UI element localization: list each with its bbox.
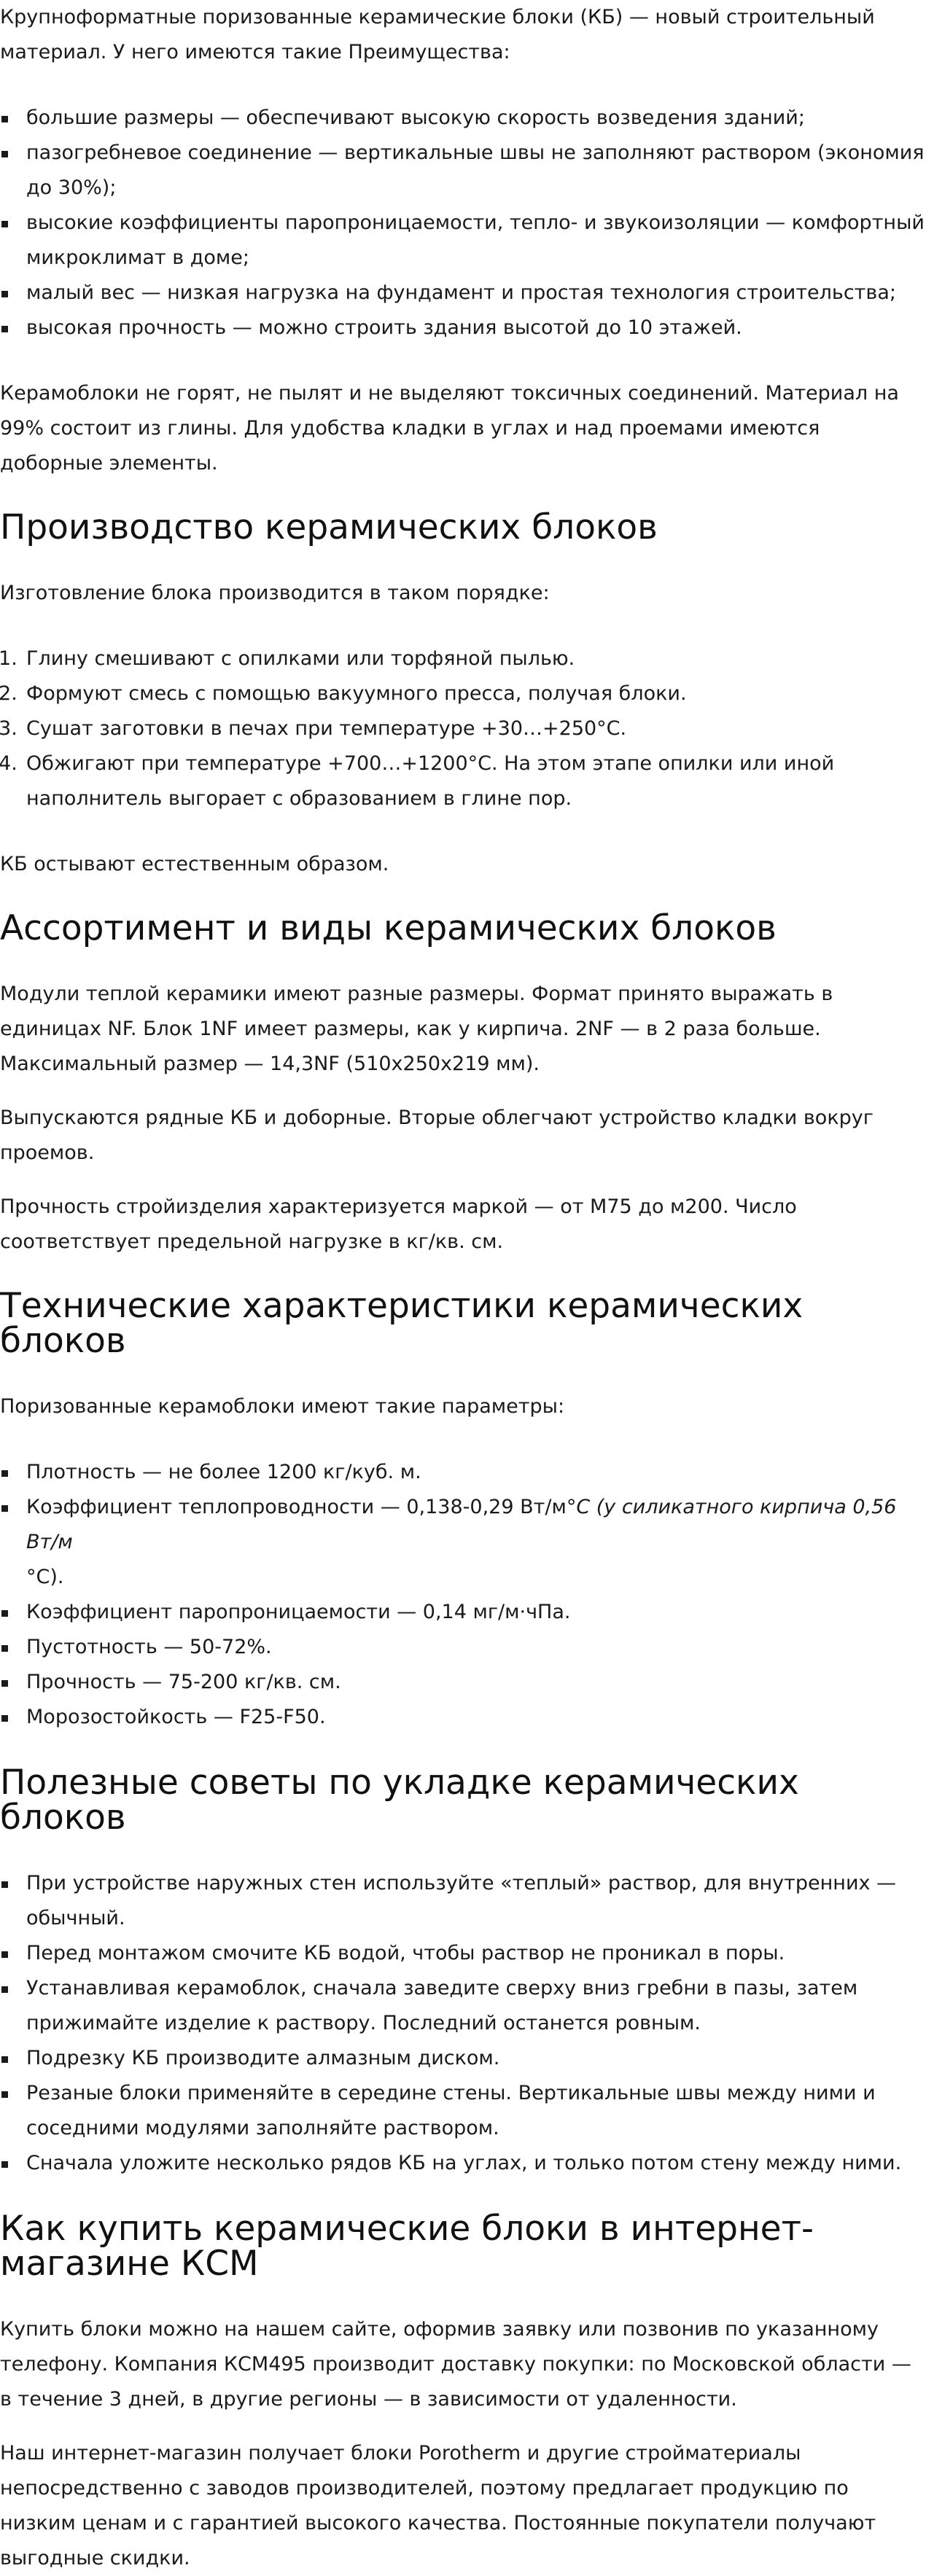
list-item: Морозостойкость — F25-F50. (26, 1700, 926, 1735)
list-item: Перед монтажом смочите КБ водой, чтобы раствор не проникал в поры. (26, 1936, 926, 1971)
spec-text: °С). (26, 1566, 64, 1588)
assortment-paragraph: Прочность стройизделия характеризуется маркой — от М75 до м200. Число соответствует предельной нагрузке в кг/кв. см. (0, 1195, 797, 1253)
tips-list (0, 1866, 926, 2181)
specs-list (0, 1455, 926, 1735)
list-item: большие размеры — обеспечивают высокую скорость возведения зданий; (26, 101, 926, 136)
list-item: высокая прочность — можно строить здания высотой до 10 этажей. (26, 311, 926, 346)
section-heading-assortment: Ассортимент и виды керамических блоков (0, 908, 777, 948)
section-heading-buy: Как купить керамические блоки в интернет-магазине КСМ (0, 2209, 814, 2284)
list-item (26, 1490, 926, 1595)
intro-paragraph-2: Керамоблоки не горят, не пылят и не выделяют токсичных соединений. Материал на 99% состоит из глины. Для удобства кладки в углах и над проемами имеются доборные элементы. (0, 382, 899, 475)
intro-paragraph: Крупноформатные поризованные керамические блоки (КБ) — новый строительный материал. У него имеются такие Преимущества: (0, 6, 875, 63)
list-item: При устройстве наружных стен используйте «теплый» раствор, для внутренних — обычный. (26, 1866, 926, 1936)
list-item: Обжигают при температуре +700…+1200°С. На этом этапе опилки или иной наполнитель выгорает с образованием в глине пор. (26, 752, 835, 810)
list-item: Плотность — не более 1200 кг/куб. м. (26, 1455, 926, 1490)
buy-paragraph: Наш интернет-магазин получает блоки Porotherm и другие стройматериалы непосредственно с заводов производителей, поэтому предлагает продукцию по низким ценам и с гарантией высокого качества. Постоянные покупатели получают выгодные скидки. (0, 2442, 876, 2569)
list-item: высокие коэффициенты паропроницаемости, тепло- и звукоизоляции — комфортный микроклимат в доме; (26, 206, 926, 276)
assortment-paragraph: Выпускаются рядные КБ и доборные. Вторые облегчают устройство кладки вокруг проемов. (0, 1106, 874, 1164)
list-item: пазогребневое соединение — вертикальные швы не заполняют раствором (экономия до 30%); (26, 136, 926, 206)
list-item: Резаные блоки применяйте в середине стены. Вертикальные швы между ними и соседними модулями заполняйте раствором. (26, 2076, 926, 2146)
list-item: Сушат заготовки в печах при температуре +30…+250°С. (26, 717, 627, 740)
advantages-list (0, 101, 926, 346)
list-item: Глину смешивают с опилками или торфяной пылью. (26, 647, 575, 670)
list-item: Подрезку КБ производите алмазным диском. (26, 2041, 926, 2076)
list-item: Коэффициент паропроницаемости — 0,14 мг/м·чПа. (26, 1595, 926, 1630)
buy-paragraph: Купить блоки можно на нашем сайте, оформив заявку или позвонив по указанному телефону. Компания КСМ495 производит доставку покупки: по Московской области — в течение 3 дней, в другие регионы — в зависимости от удаленности. (0, 2318, 911, 2411)
spec-text: Коэффициент теплопроводности — 0,138-0,29 Вт/м (26, 1496, 567, 1518)
production-steps-list (0, 641, 926, 816)
list-item: Сначала уложите несколько рядов КБ на углах, и только потом стену между ними. (26, 2146, 926, 2181)
specs-paragraph: Поризованные керамоблоки имеют такие параметры: (0, 1395, 565, 1418)
section-heading-tips: Полезные советы по укладке керамических блоков (0, 1763, 799, 1838)
section-heading-specs: Технические характеристики керамических блоков (0, 1286, 804, 1361)
list-item: Прочность — 75-200 кг/кв. см. (26, 1665, 926, 1700)
production-paragraph: Изготовление блока производится в таком порядке: (0, 582, 550, 604)
assortment-paragraph: Модули теплой керамики имеют разные размеры. Формат принято выражать в единицах NF. Блок 1NF имеет размеры, как у кирпича. 2NF — в 2 раза больше. Максимальный размер — 14,3NF (510х250х219 мм). (0, 983, 833, 1075)
list-item: Устанавливая керамоблок, сначала заведите сверху вниз гребни в пазы, затем прижимайте изделие к раствору. Последний останется ровным. (26, 1971, 926, 2041)
list-item: малый вес — низкая нагрузка на фундамент и простая технология строительства; (26, 276, 926, 311)
list-item: Формуют смесь с помощью вакуумного пресса, получая блоки. (26, 682, 687, 705)
list-item: Пустотность — 50-72%. (26, 1630, 926, 1665)
spec-italic-text: °С (у силикатного кирпича 0,56 Вт/м (26, 1496, 897, 1553)
section-heading-production: Производство керамических блоков (0, 507, 658, 547)
production-paragraph-2: КБ остывают естественным образом. (0, 853, 389, 875)
